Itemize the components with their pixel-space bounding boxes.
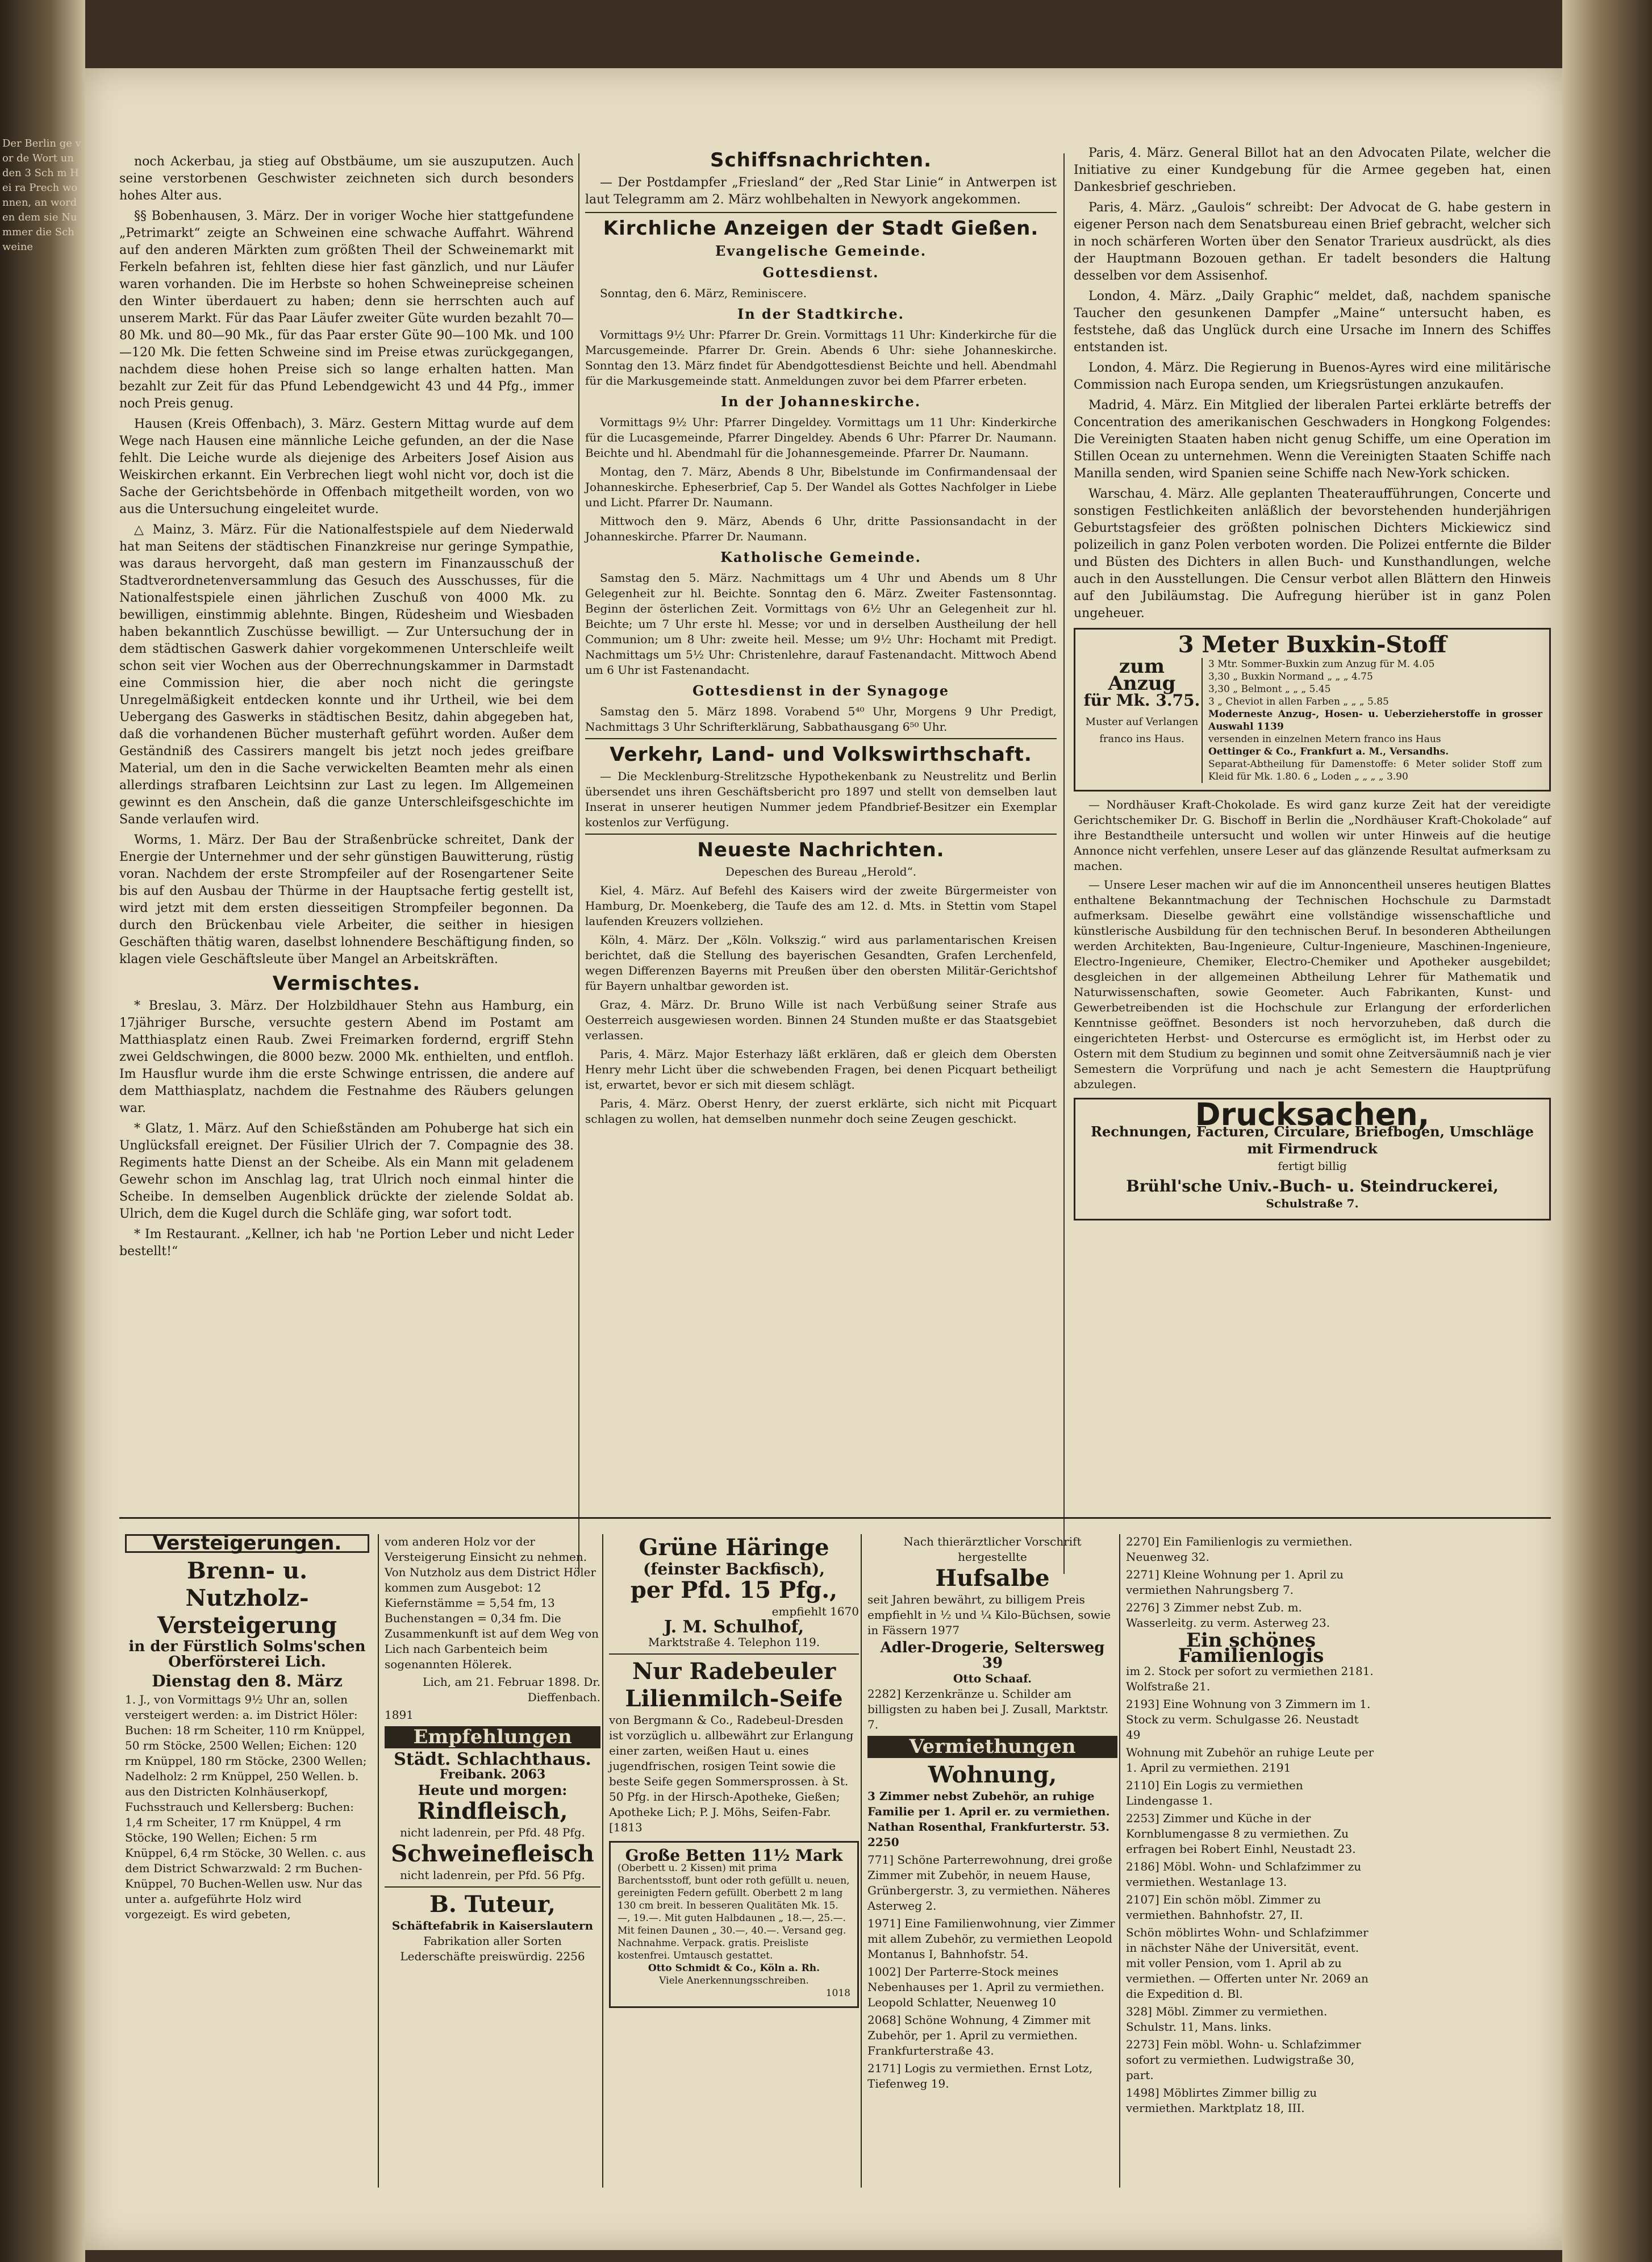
ad-text: vom anderen Holz vor der Versteigerung Einsicht zu nehmen. Von Nutzholz aus dem District Höler kommen zum Ausgebot: 12 Kiefernstämme = 5,54 fm, 13 Buchenstangen = 0,34 fm. Die Zusammenkunft ist auf dem Weg von Lich nach Garbenteich beim sogenannten Hölerek.: [385, 1535, 599, 1671]
ad-betten-firm: Otto Schmidt & Co., Köln a. Rh.: [648, 1963, 820, 1974]
notice-technische-hochschule: — Unsere Leser machen wir auf die im Annoncentheil unseres heutigen Blattes enthaltene Bekanntmachung der Technischen Hochschule zu Darmstadt aufmerksam. Dieselbe gewährt eine vollständige wissenschaftliche und künstlerische Ausbildung für den technischen Beruf. In besonderen Abtheilungen werden Architekten, Bau-Ingenieure, Cultur-Ingenieure, Maschinen-Ingenieure, Electro-Ingenieure, Chemiker, Electro-Chemiker und Apotheker ausgebildet; desgleichen in der allgemeinen Abtheilung Lehrer für Mathematik und Naturwissenschaften, sowie Geometer. Auch Fabrikanten, Kunst- und Gewerbetreibenden ist die Hochschule zur Erlangung der erforderlichen Kenntnisse geöffnet. Besonders ist noch hervorzuheben, daß durch die eingerichteten Herbst- und Ostercurse es ermöglicht ist, im Herbst oder zu Ostern mit dem Studium zu beginnen und somit ohne Zeitversäumniß nach je vier Semestern die Vorprüfung und nach je acht Semestern die Hauptprüfung abzulegen.: [1074, 878, 1551, 1091]
ad-adler-2: Otto Schaaf.: [953, 1672, 1032, 1685]
ad-schoenes-logis: Ein schönes Familienlogis: [1178, 1629, 1324, 1667]
news-madrid: Madrid, 4. März. Ein Mitglied der liberalen Partei erklärte betreffs der Concentration des amerikanischen Geschwaders in Hongkong Folgendes: Die Vereinigten Staaten haben nicht genug Schiffe, um eine Operation im Stillen Ocean zu unternehmen. Wenn die Vereinigten Staaten Schiffe nach Manilla senden, wird Spanien seine Schiffe nach New-York schicken.: [1074, 398, 1551, 481]
ad-buxkin-left2: für Mk. 3.75.: [1083, 691, 1200, 710]
news-paris-billot: Paris, 4. März. General Billot hat an den Advocaten Pilate, welcher die Initiative zu einer Kundgebung für die Armee gegeben hat, einen Dankesbrief geschrieben.: [1074, 146, 1551, 194]
ad-wohnung-text: 3 Zimmer nebst Zubehör, an ruhige Familie per 1. April er. zu vermiethen. Nathan Rosenthal, Frankfurterstr. 53. 2250: [867, 1789, 1110, 1849]
ad-buxkin-left1: zum Anzug: [1108, 655, 1176, 695]
ad-radebeuler: Nur Radebeuler: [632, 1658, 836, 1685]
page-edge: [1562, 0, 1652, 2262]
kath-text: Samstag den 5. März. Nachmittags um 4 Uhr und Abends um 8 Uhr Gelegenheit zur hl. Beichte. Sonntag den 6. März. Zweiter Fastensonntag. Beginn der österlichen Zeit. Vormittags von 6½ Uhr an Gelegenheit zur hl. Beichte; um 7 Uhr erste hl. Messe; vor und in derselben Austheilung der hell Communion; um 8 Uhr: zweite heil. Messe; um 9½ Uhr: Hochamt mit Predigt. Nachmittags um 5½ Uhr: Christenlehre, darauf Fastenandacht. Mittwoch Abend um 6 Uhr ist Fastenandacht.: [585, 571, 1057, 677]
ad-betten-note: Viele Anerkennungsschreiben.: [659, 1975, 809, 1986]
ad-rent: 1971] Eine Familienwohnung, vier Zimmer mit allem Zubehör, zu vermiethen Leopold Montanus I, Bahnhofstr. 54.: [867, 1917, 1115, 1961]
newspaper-page: [85, 68, 1562, 2250]
subheading-synagoge: Gottesdienst in der Synagoge: [692, 682, 950, 699]
subheading-stadtkirche: In der Stadtkirche.: [737, 306, 904, 322]
ad-rent: 2273] Fein möbl. Wohn- u. Schlafzimmer sofort zu vermiethen. Ludwigstraße 30, part.: [1126, 2038, 1361, 2082]
ad-schwein-price: nicht ladenrein, per Pfd. 56 Pfg.: [400, 1868, 585, 1882]
ad-column-2: [378, 1534, 600, 2188]
article-worms: Worms, 1. März. Der Bau der Straßenbrücke schreitet, Dank der Energie der Unternehmer und der sehr günstigen Bauwitterung, rüstig voran. Nachdem der erste Strompfeiler auf der Rosengartener Seite bis auf den Ausbau der Thürme in der Hauptsache fertig gestellt ist, wird jetzt mit dem ersten diesseitigen Strompfeiler begonnen. Da durch den Brückenbau viele Arbeiter, die seither in hiesigen Geschäften thätig waren, daselbst lohnendere Beschäftigung finden, so klagen viele Geschäftsleute über Mangel an Arbeitskräften.: [119, 833, 574, 967]
subheading-johannes: In der Johanneskirche.: [720, 393, 921, 410]
ad-rent: 771] Schöne Parterrewohnung, drei große Zimmer mit Zubehör, in neuem Hause, Grünbergerstr. 3, zu vermiethen. Näheres Asterweg 2.: [867, 1853, 1112, 1913]
subheading-evang: Evangelische Gemeinde.: [715, 243, 927, 259]
column-middle: [585, 145, 1057, 1130]
ad-buxkin-left3: Muster auf Verlangen franco ins Haus.: [1085, 716, 1199, 745]
ad-hufsalbe: Hufsalbe: [935, 1565, 1050, 1592]
ad-date: Dienstag den 8. März: [152, 1672, 343, 1690]
ad-heute: Heute und morgen:: [418, 1782, 568, 1798]
ad-number: 1891: [385, 1708, 414, 1722]
ad-rent: 2253] Zimmer und Küche in der Kornblumengasse 8 zu vermiethen. Zu erfragen bei Robert Einhl, Neustadt 23.: [1126, 1811, 1356, 1856]
article-restaurant: * Im Restaurant. „Kellner, ich hab 'ne Portion Leber und nicht Leder bestellt!“: [119, 1227, 574, 1259]
subheading-kath: Katholische Gemeinde.: [720, 549, 921, 565]
ad-column-5: [1119, 1534, 1376, 2188]
ad-buxkin-line: 3,30 „ Buxkin Normand „ „ „ 4.75: [1208, 671, 1373, 682]
ad-radebeuler-text: von Bergmann & Co., Radebeul-Dresden ist vorzüglich u. allbewährt zur Erlangung einer zarten, weißen Haut u. eines jugendfrischen, rosigen Teint sowie die beste Seife gegen Sommersprossen. à St. 50 Pfg. in der Hirsch-Apotheke, Gießen; Apotheke Lich; P. J. Möhs, Seifen-Fabr. [1813: [609, 1713, 854, 1834]
ad-rindfleisch: Rindfleisch,: [417, 1798, 568, 1824]
ad-haringe-3: per Pfd. 15 Pfg.,: [630, 1577, 838, 1603]
section-title-kirche: Kirchliche Anzeigen der Stadt Gießen.: [603, 217, 1039, 240]
ad-schweinefleisch: Schweinefleisch: [391, 1840, 594, 1867]
ad-tuteur-2: Schäftefabrik in Kaiserslautern: [391, 1919, 594, 1932]
ad-empf: empfiehlt 1670: [771, 1605, 859, 1618]
ad-schulhof: J. M. Schulhof,: [664, 1617, 804, 1637]
news-london-1: London, 4. März. „Daily Graphic“ meldet, daß, nachdem spanische Taucher den gesunkenen Dampfer „Maine“ untersucht haben, es feststehe, daß das Unglück durch eine Ursache im Innern des Schiffes entstanden ist.: [1074, 289, 1551, 355]
ad-buxkin-title: 3 Meter Buxkin-Stoff: [1178, 631, 1447, 658]
ad-buxkin-line: Moderneste Anzug-, Hosen- u. Ueberzieherstoffe in grosser Auswahl 1139: [1208, 709, 1542, 732]
ad-drucksachen-sub: Rechnungen, Facturen, Circulare, Briefbogen, Umschläge mit Firmendruck: [1091, 1123, 1534, 1157]
news-graz: Graz, 4. März. Dr. Bruno Wille ist nach Verbüßung seiner Strafe aus Oesterreich ausgewiesen worden. Binnen 24 Stunden mußte er das Staatsgebiet verlassen.: [585, 998, 1057, 1042]
ad-schlachthaus: Städt. Schlachthaus.: [394, 1749, 591, 1769]
header-empfehlungen: Empfehlungen: [385, 1726, 600, 1748]
column-rule: [1063, 153, 1065, 1574]
synagoge-text: Samstag den 5. März 1898. Vorabend 5⁴⁰ Uhr, Morgens 9 Uhr Predigt, Nachmittags 3 Uhr Schrifterklärung, Sabbathausgang 6⁵⁰ Uhr.: [585, 705, 1057, 734]
ad-column-3: [602, 1534, 859, 2188]
ad-buxkin-line: 3 „ Cheviot in allen Farben „ „ „ 5.85: [1208, 696, 1389, 707]
depeschen-line: Depeschen des Bureau „Herold“.: [725, 865, 917, 878]
ad-buxkin-line: 3 Mtr. Sommer-Buxkin zum Anzug für M. 4.05: [1208, 659, 1435, 670]
ad-schulhof-2: Marktstraße 4. Telephon 119.: [648, 1635, 820, 1649]
ad-rind-price: nicht ladenrein, per Pfd. 48 Pfg.: [400, 1826, 585, 1839]
sunday-line: Sonntag, den 6. März, Reminiscere.: [600, 286, 807, 300]
article-paragraph: noch Ackerbau, ja stieg auf Obstbäume, um sie auszuputzen. Auch seine verstorbenen Geschwister zeichneten sich durch besonders hohes Alter aus.: [119, 155, 574, 203]
ad-rent: 2110] Ein Logis zu vermiethen Lindengasse 1.: [1126, 1778, 1303, 1807]
section-title-vermischtes: Vermischtes.: [272, 972, 421, 995]
ad-freibank: Freibank. 2063: [439, 1767, 546, 1782]
ad-drucksachen: [1074, 1098, 1551, 1220]
section-rule: [119, 1517, 1551, 1519]
ad-buxkin-line: 3,30 „ Belmont „ „ „ 5.45: [1208, 684, 1331, 695]
stadtkirche-text: Vormittags 9½ Uhr: Pfarrer Dr. Grein. Vormittags 11 Uhr: Kinderkirche für die Marcusgemeinde. Pfarrer Dr. Grein. Abends 6 Uhr: siehe Johanneskirche. Sonntag den 13. März findet für Abendgottesdienst Beichte und hell. Abendmahl für die Markusgemeinde statt. Anmeldungen zuvor bei dem Pfarrer erbeten.: [585, 328, 1057, 388]
ad-huf-pre: Nach thierärztlicher Vorschrift hergestellte: [903, 1535, 1082, 1564]
ad-buxkin-line: Separat-Abtheilung für Damenstoffe: 6 Meter solider Stoff zum Kleid für Mk. 1.80. 6 „ Loden „ „ „ „ 3.90: [1208, 759, 1542, 782]
ad-text: 1. J., von Vormittags 9½ Uhr an, sollen versteigert werden: a. im District Höler: Buchen: 18 rm Scheiter, 110 rm Knüppel, 50 rm Stöcke, 2500 Wellen; Eichen: 120 rm Knüppel, 180 rm Stöcke, 2300 Wellen; Nadelholz: 2 rm Knüppel, 250 Wellen. b. aus den Districten Kolnhäuserkopf, Fuchsstrauch und Kellersberg: Buchen: 1,4 rm Scheiter, 17 rm Knüppel, 4 rm Stöcke, 190 Wellen; Eichen: 5 rm Knüppel, 6,4 rm Stöcke, 30 Wellen. c. aus dem District Schwarzwald: 2 rm Buchen-Knüppel, 70 Buchen-Wellen usw. Nur das unter a. aufgeführte Holz wird vorgezeigt. Es wird gebeten,: [125, 1693, 367, 1921]
ad-title-2: Versteigerung: [157, 1612, 337, 1639]
news-london-2: London, 4. März. Die Regierung in Buenos-Ayres wird eine militärische Commission nach Europa senden, um Kriegsrüstungen anzukaufen.: [1074, 361, 1551, 392]
ad-drucksachen-title: Drucksachen,: [1195, 1097, 1430, 1132]
news-paris-1: Paris, 4. März. Major Esterhazy läßt erklären, daß er gleich dem Obersten Henry mehr Licht über die schwebenden Fragen, bei denen Picquart betheiligt ist, erwartet, bevor er sich mit diesem schlägt.: [585, 1047, 1057, 1092]
ad-haringe-2: (feinster Backfisch),: [643, 1560, 825, 1578]
ad-tuteur-3: Fabrikation aller Sorten Lederschäfte preiswürdig. 2256: [400, 1934, 585, 1963]
section-title-neueste: Neueste Nachrichten.: [697, 839, 945, 861]
ad-betten-title: Große Betten 11½ Mark: [625, 1846, 843, 1865]
ad-rent: Wohnung mit Zubehör an ruhige Leute per 1. April zu vermiethen. 2191: [1126, 1746, 1374, 1774]
ad-betten-text: (Oberbett u. 2 Kissen) mit prima Barchentsstoff, bunt oder roth gefüllt u. neuen, gereinigten Federn gefüllt. Oberbett 2 m lang 130 cm breit. In besseren Qualitäten Mk. 15.—, 19.—. Mit guten Halbdaunen „ 18.—, 25.—. Mit feinen Daunen „ 30.—, 40.—. Versand geg. Nachnahme. Verpack. gratis. Preisliste kostenfrei. Umtausch gestattet.: [618, 1863, 850, 1961]
article-bobenhausen: §§ Bobenhausen, 3. März. Der in voriger Woche hier stattgefundene „Petrimarkt“ zeigte an Schweinen eine schwache Auffahrt. Während auf den anderen Märkten zum größten Theil der Schweinemarkt mit Ferkeln befahren ist, fehlten diese hier fast gänzlich, und nur Läufer waren vorhanden. Die im Herbste so hohen Schweinepreise scheinen den Winter überdauert zu haben; denn sie herrschten auch auf unserem Markt. Für das Paar Läufer zweiter Güte wurden bezahlt 70—80 Mk. und 80—90 Mk., für das Paar erster Güte 90—100 Mk. und 100—120 Mk. Die fetten Schweine sind im Preise etwas zurückgegangen, nachdem diese hohen Preise sich so lange erhalten hatten. Man bezahlt zur Zeit für das Pfund Lebendgewicht 43 und 44 Pfg., immer noch Preis genug.: [119, 209, 574, 411]
column-right: [1074, 145, 1551, 1226]
article-schiff: — Der Postdampfer „Friesland“ der „Red Star Linie“ in Antwerpen ist laut Telegramm am 2. März wohlbehalten in Newyork angekommen.: [585, 176, 1057, 207]
news-kiel: Kiel, 4. März. Auf Befehl des Kaisers wird der zweite Bürgermeister von Hamburg, Dr. Moenkeberg, die Taufe des am 12. d. Mts. in Stettin vom Stapel laufenden Kreuzers vollziehen.: [585, 884, 1057, 928]
article-mainz: △ Mainz, 3. März. Für die Nationalfestspiele auf dem Niederwald hat man Seitens der städtischen Finanzkreise nur geringe Sympathie, was daraus hervorgeht, daß man gestern im Finanzausschuß der Stadtverordnetenversammlung das Gesuch des Ausschusses, für die Nationalfestspiele einen jährlichen Zuschuß von 4000 Mk. zu bewilligen, einstimmig ablehnte. Bingen, Rüdesheim und Wiesbaden haben bekanntlich Zuschüsse bewilligt. — Zur Untersuchung der in dem städtischen Gaswerk dahier vorgekommenen Unterschleife weilt schon seit vier Wochen aus der Oberrechnungskammer in Darmstadt eine Commission hier, die aber noch nicht die geringste Unregelmäßigkeit entdecken konnte und ihr Urtheil, wie bei dem Uebergang des Gaswerks in städtischen Besitz, dahin abgegeben hat, daß die vorhandenen Bücher musterhaft geführt worden. Außer dem Geständniß des Cassirers mangelt bis jetzt noch jedes greifbare Material, um den in die Sache verwickelten Beamten mehr als einen allerdings strafbaren Leichtsinn zur Last zu legen. Im Allgemeinen gewinnt es den Anschein, daß die ganze Unterschleifsgeschichte im Sande verlaufen wird.: [119, 523, 574, 827]
ad-rent: 1002] Der Parterre-Stock meines Nebenhauses per 1. April zu vermiethen. Leopold Schlatter, Neuenweg 10: [867, 1965, 1104, 2009]
ad-buxkin-firm: Oettinger & Co., Frankfurt a. M., Versandhs.: [1208, 746, 1449, 757]
ad-drucksachen-firm: Brühl'sche Univ.-Buch- u. Steindruckerei,: [1126, 1177, 1499, 1195]
ad-rent: 2193] Eine Wohnung von 3 Zimmern im 1. Stock zu verm. Schulgasse 26. Neustadt 49: [1126, 1697, 1371, 1742]
ad-rent: 2276] 3 Zimmer nebst Zub. m. Wasserleitg. zu verm. Asterweg 23.: [1126, 1601, 1330, 1630]
ad-title-3: in der Fürstlich Solms'schen Oberförsterei Lich.: [128, 1638, 366, 1671]
ad-betten: [609, 1841, 859, 2008]
ad-signature: Lich, am 21. Februar 1898. Dr. Dieffenbach.: [423, 1675, 600, 1704]
ad-rent: 2068] Schöne Wohnung, 4 Zimmer mit Zubehör, per 1. April zu vermiethen. Frankfurterstraße 43.: [867, 2013, 1091, 2057]
ad-adler: Adler-Drogerie, Seltersweg 39: [880, 1639, 1105, 1672]
verkehr-text: — Die Mecklenburg-Strelitzsche Hypothekenbank zu Neustrelitz und Berlin übersendet uns ihren Geschäftsbericht pro 1897 und stellt von demselben laut Inserat in unserer heutigen Nummer jedem Pfandbrief-Besitzer ein Exemplar kostenlos zur Verfügung.: [585, 769, 1057, 829]
ad-rent: 2107] Ein schön möbl. Zimmer zu vermiethen. Bahnhofstr. 27, II.: [1126, 1893, 1321, 1922]
ad-rent: 2270] Ein Familienlogis zu vermiethen. Neuenweg 32.: [1126, 1535, 1353, 1564]
section-title-verkehr: Verkehr, Land- und Volkswirthschaft.: [610, 743, 1032, 766]
ad-tuteur: B. Tuteur,: [429, 1891, 556, 1918]
news-paris-gaulois: Paris, 4. März. „Gaulois“ schreibt: Der Advocat de G. habe gestern in eigener Person nach dem Senatsbureau einen Brief gebracht, welcher sich in noch schärferen Worten über den Senator Trarieux ausdrückt, als dies der Hauptmann Bozouen gethan. Er tadelt besonders die Haltung desselben vor dem Assisenhof.: [1074, 201, 1551, 283]
ad-buxkin: [1074, 628, 1551, 792]
ad-rent: 2271] Kleine Wohnung per 1. April zu vermiethen Nahrungsberg 7.: [1126, 1568, 1344, 1597]
ad-drucksachen-sub2: fertigt billig: [1278, 1159, 1347, 1173]
section-title-schiff: Schiffsnachrichten.: [710, 149, 932, 172]
article-breslau: * Breslau, 3. März. Der Holzbildhauer Stehn aus Hamburg, ein 17jähriger Bursche, versuchte gestern Abend im Postamt am Matthiasplatz einen Raub. Zwei Freimarken fordernd, ergriff Stehn zwei Geldschwingen, die 8000 bezw. 2000 Mk. enthielten, und entfloh. Im Hausflur wurde ihm die erste Schwinge entrissen, die andere auf dem Matthiasplatz, nachdem die Festnahme des Räubers gelungen war.: [119, 999, 574, 1115]
ad-rent: im 2. Stock per sofort zu vermiethen 2181. Wolfstraße 21.: [1126, 1664, 1374, 1693]
ad-rent: 328] Möbl. Zimmer zu vermiethen. Schulstr. 11, Mans. links.: [1126, 2005, 1328, 2034]
header-vermiethungen: Vermiethungen: [867, 1736, 1117, 1758]
subheading-gottesdienst: Gottesdienst.: [762, 264, 879, 281]
spine-text: Der Berlin ge vor de Wort un den 3 Sch m Hei ra Prech wonnen, an worden dem sie Nummer die Schweine: [2, 138, 81, 253]
notice-nordhaeuser: — Nordhäuser Kraft-Chokolade. Es wird ganz kurze Zeit hat der vereidigte Gerichtschemiker Dr. G. Bischoff in Berlin die „Nordhäuser Kraft-Chokolade“ auf ihre Bestandtheile untersucht und wollen wir unter Hinweis auf die heutige Annonce nicht verfehlen, unsere Leser auf das glänzende Resultat aufmerksam zu machen.: [1074, 798, 1551, 873]
ad-rent: 1498] Möblirtes Zimmer billig zu vermiethen. Marktplatz 18, III.: [1126, 2086, 1317, 2115]
ad-drucksachen-addr: Schulstraße 7.: [1266, 1197, 1359, 1210]
ad-buxkin-line: versenden in einzelnen Metern franco ins Haus: [1208, 734, 1441, 745]
mittwoch-text: Mittwoch den 9. März, Abends 6 Uhr, dritte Passionsandacht in der Johanneskirche. Pfarrer Dr. Naumann.: [585, 514, 1057, 543]
ad-haringe: Grüne Häringe: [639, 1534, 829, 1561]
ad-lilienmilch: Lilienmilch-Seife: [625, 1685, 843, 1712]
ad-betten-num: 1018: [825, 1988, 850, 1999]
news-koeln: Köln, 4. März. Der „Köln. Volkszig.“ wird aus parlamentarischen Kreisen berichtet, daß die Stellung des bayerischen Gesandten, Grafen Lerchenfeld, wegen Differenzen Bayerns mit Preußen über den obersten Militär-Gerichtshof für Bayern unhaltbar geworden ist.: [585, 933, 1057, 993]
ad-rent: 2186] Möbl. Wohn- und Schlafzimmer zu vermiethen. Westanlage 13.: [1126, 1860, 1362, 1889]
ad-huf-text: seit Jahren bewährt, zu billigem Preis empfiehlt in ½ und ¼ Kilo-Büchsen, sowie in Fässern 1977: [867, 1593, 1111, 1637]
ad-wohnung: Wohnung,: [928, 1761, 1057, 1788]
johannes-text: Vormittags 9½ Uhr: Pfarrer Dingeldey. Vormittags um 11 Uhr: Kinderkirche für die Lucasgemeinde, Pfarrer Dingeldey. Abends 6 Uhr: Pfarrer Dr. Naumann. Beichte und hl. Abendmahl für die Johannesgemeinde. Pfarrer Dr. Naumann.: [585, 415, 1057, 460]
ad-rent: Schön möblirtes Wohn- und Schlafzimmer in nächster Nähe der Universität, event. mit voller Pension, vom 1. April ab zu vermiethen. — Offerten unter Nr. 2069 an die Expedition d. Bl.: [1126, 1926, 1369, 2001]
ad-column-4: [861, 1534, 1117, 2188]
article-glatz: * Glatz, 1. März. Auf den Schießständen am Pohuberge hat sich ein Unglücksfall ereignet. Der Füsilier Ulrich der 7. Compagnie des 38. Regiments hatte Dienst an der Scheibe. Als ein Mann mit geladenem Gewehr schon im Anschlag lag, trat Ulrich noch einmal hinter die Scheibe. In demselben Augenblick drückte der zielende Soldat ab. Ulrich, dem die Kugel durch die Schläfe ging, war sofort todt.: [119, 1122, 574, 1221]
ad-header-versteigerung: Versteigerungen.: [125, 1534, 369, 1553]
article-hausen: Hausen (Kreis Offenbach), 3. März. Gestern Mittag wurde auf dem Wege nach Hausen eine männliche Leiche gefunden, an der die Nase fehlt. Die Leiche wurde als diejenige des Arbeiters Josef Aision aus Weiskirchen erkannt. Ein Verbrechen liegt wohl nicht vor, doch ist die Sache der Gerichtsbehörde in Offenbach mitgetheilt worden, von wo aus die Untersuchung eingeleitet wurde.: [119, 417, 574, 516]
news-paris-2: Paris, 4. März. Oberst Henry, der zuerst erklärte, sich nicht mit Picquart schlagen zu wollen, hat demselben nunmehr doch seine Zeugen geschickt.: [585, 1097, 1057, 1126]
ad-kraenze: 2282] Kerzenkränze u. Schilder am billigsten zu haben bei J. Zusall, Marktstr. 7.: [867, 1687, 1109, 1731]
column-rule: [578, 153, 579, 1574]
book-spine: [0, 0, 85, 2262]
ad-versteigerung: [125, 1534, 369, 2188]
column-left: [119, 153, 574, 1264]
ad-rent: 2171] Logis zu vermiethen. Ernst Lotz, Tiefenweg 19.: [867, 2061, 1093, 2090]
montag-text: Montag, den 7. März, Abends 8 Uhr, Bibelstunde im Confirmandensaal der Johanneskirche. Epheserbrief, Cap 5. Der Wandel als Gottes Nachfolger in Liebe und Licht. Pfarrer Dr. Naumann.: [585, 465, 1057, 509]
ad-title-1: Brenn- u. Nutzholz-: [185, 1557, 309, 1611]
news-warschau: Warschau, 4. März. Alle geplanten Theateraufführungen, Concerte und sonstigen Festlichkeiten anläßlich der bevorstehenden hunderjährigen Geburtstagsfeier des größten polnischen Dichters Mickiewicz sind polizeilich in ganz Polen verboten worden. Die Polizei entfernte die Bilder und Büsten des Dichters in allen Buch- und Kunsthandlungen, welche auch in den Ausstellungen. Die Censur verbot allen Blättern den Hinweis auf den Jubiläumstag. Die Aufregung hierüber ist in ganz Polen ungeheuer.: [1074, 487, 1551, 620]
